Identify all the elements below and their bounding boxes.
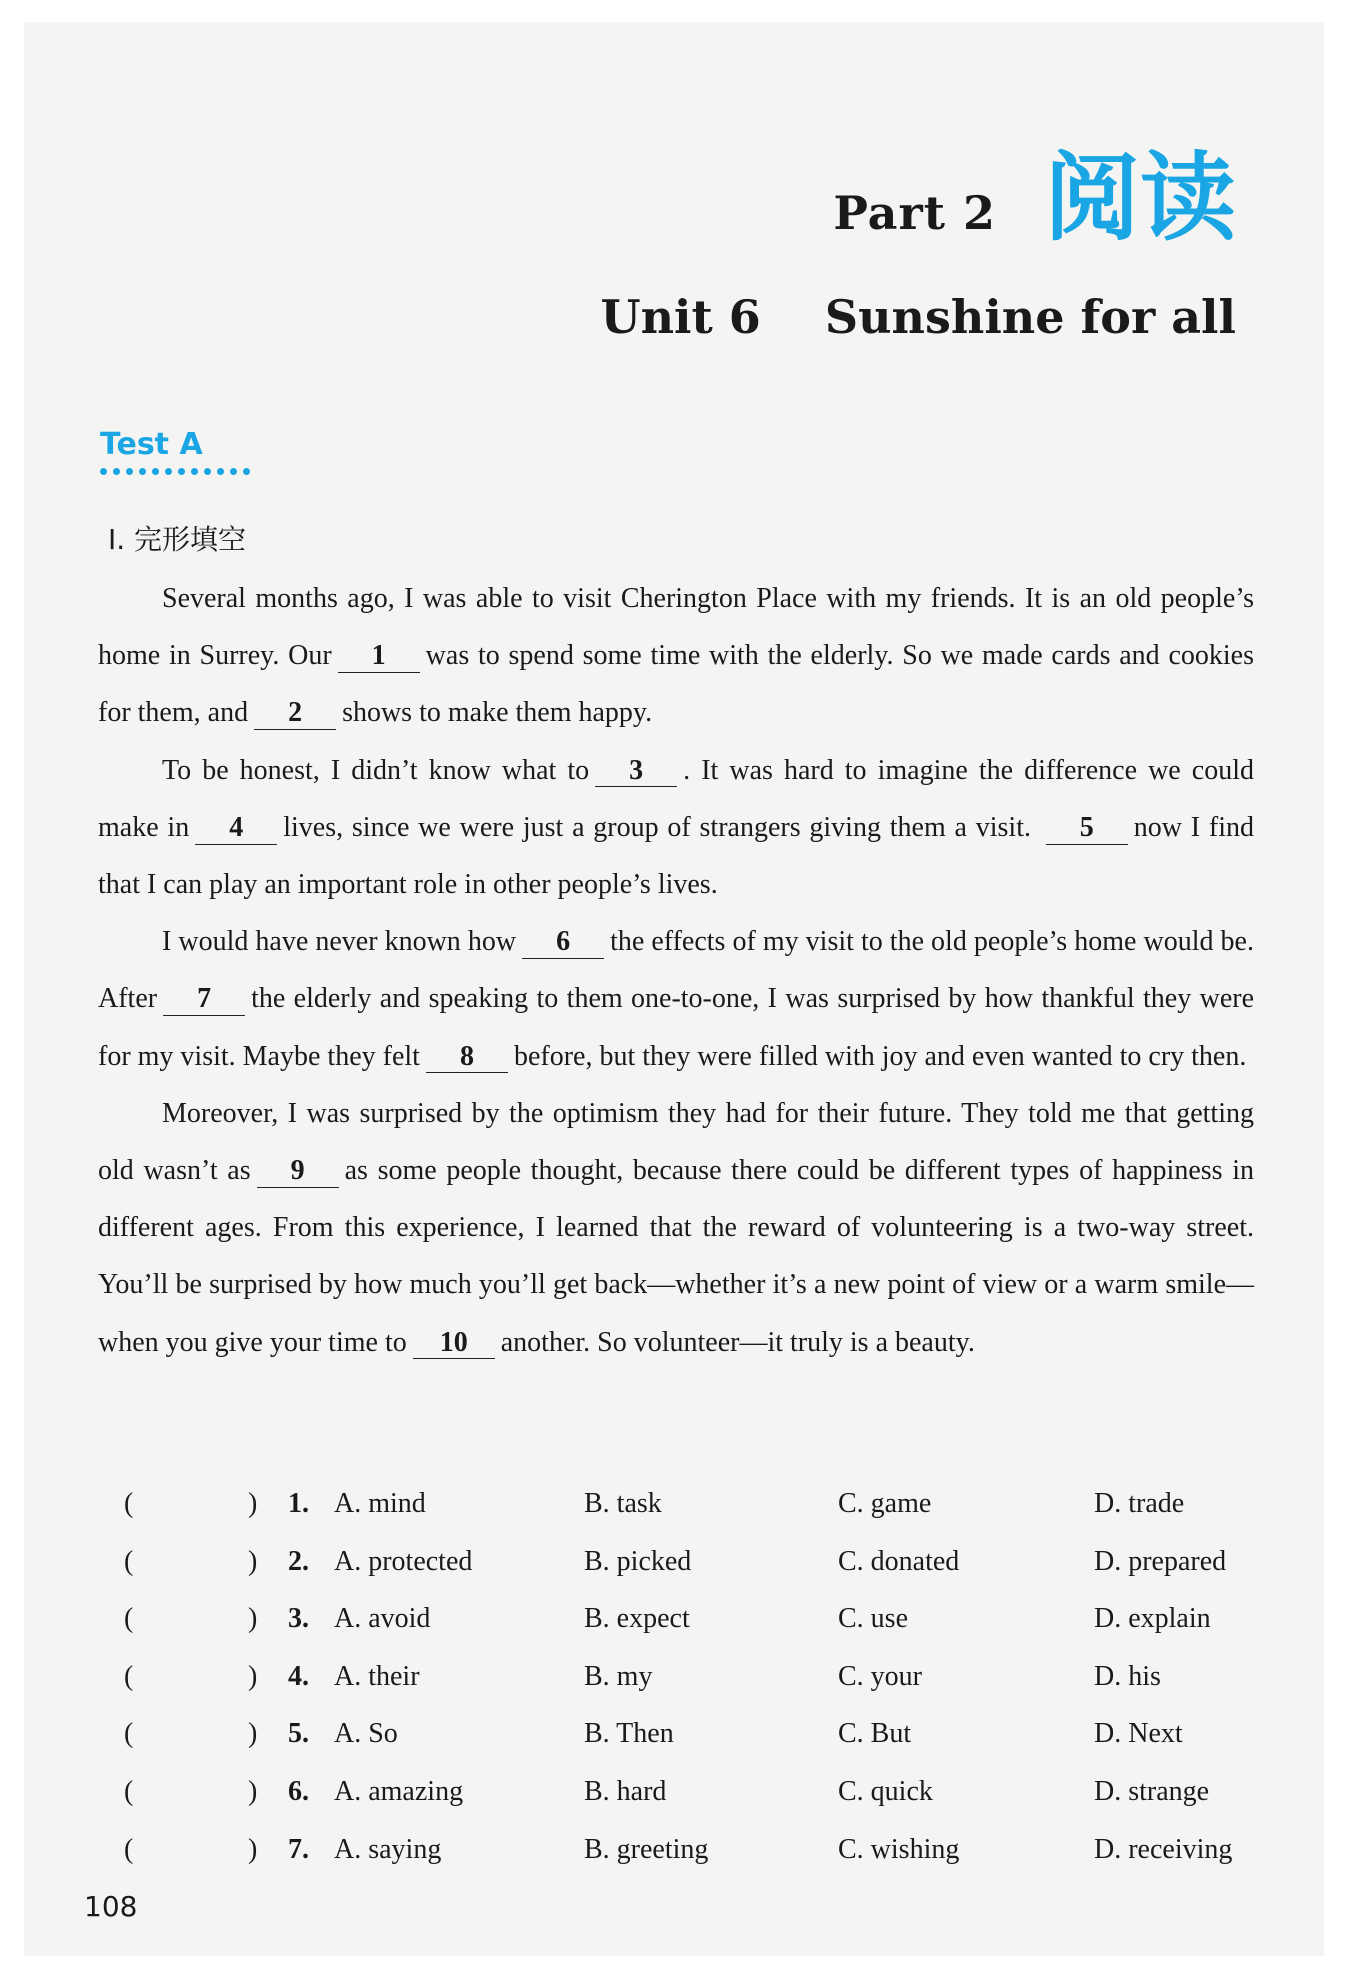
question-row <box>98 1718 1278 1776</box>
part-header <box>833 142 1236 254</box>
option-a[interactable]: A. mind <box>334 1488 426 1519</box>
answer-paren-close: ) <box>248 1833 258 1865</box>
paragraph-1: Several months ago, I was able to visit Cherington Place with my friends. It is an old people’s home in Surrey. Our 1 was to spend some time with the elderly. So we made cards and cookies for them, and 2 shows to make them happy. <box>98 583 1254 729</box>
paragraph-3: I would have never known how 6 the effects of my visit to the old people’s home would be. After 7 the elderly and speaking to them one-to-one, I was surprised by how thankful they were for my visit. Maybe they felt 8 before, but they were filled with joy and even wanted to cry then. <box>98 926 1254 1072</box>
answer-paren-close: ) <box>248 1603 258 1635</box>
question-number: 7. <box>288 1833 309 1865</box>
answer-paren-open[interactable]: ( <box>124 1603 134 1635</box>
option-c[interactable]: C. wishing <box>838 1833 960 1865</box>
question-row <box>98 1776 1278 1834</box>
option-d[interactable]: D. explain <box>1094 1603 1211 1635</box>
question-row <box>98 1546 1278 1604</box>
option-a[interactable]: A. So <box>334 1718 398 1750</box>
paragraph-2: To be honest, I didn’t know what to 3 . It was hard to imagine the difference we could make in 4 lives, since we were just a group of strangers giving them a visit. 5 now I find that I can play an important role in other people’s lives. <box>98 754 1255 901</box>
answer-paren-open[interactable]: ( <box>124 1775 134 1807</box>
option-d[interactable]: D. strange <box>1094 1775 1210 1807</box>
option-a[interactable]: A. amazing <box>334 1775 464 1807</box>
option-c[interactable]: C. use <box>838 1603 908 1635</box>
question-row <box>98 1661 1278 1719</box>
option-b[interactable]: B. greeting <box>584 1833 709 1865</box>
option-b[interactable]: B. my <box>584 1660 653 1692</box>
page <box>24 22 1324 1956</box>
cloze-passage <box>98 570 1254 1371</box>
answer-paren-close: ) <box>248 1718 258 1750</box>
part-label: Part 2 <box>833 186 996 240</box>
answer-paren-close: ) <box>248 1775 258 1807</box>
question-number: 1. <box>288 1488 309 1519</box>
question-number: 3. <box>288 1603 309 1635</box>
answer-paren-open[interactable]: ( <box>124 1488 134 1519</box>
question-list <box>98 1488 1278 1891</box>
test-heading <box>100 427 250 475</box>
option-d[interactable]: D. prepared <box>1094 1545 1227 1577</box>
blank-6: 6 <box>522 927 604 959</box>
paragraph-4: Moreover, I was surprised by the optimism they had for their future. They told me that getting old wasn’t as 9 as some people thought, because there could be different types of happiness in different ages. From this experience, I learned that the reward of volunteering is a two-way street. You’ll be surprised by how much you’ll get back—whether it’s a new point of view or a warm smile—when you give your time to 10 another. So volunteer—it truly is a beauty. <box>98 1097 1254 1358</box>
blank-4: 4 <box>195 813 277 845</box>
option-c[interactable]: C. your <box>838 1660 922 1692</box>
unit-title: Unit 6 Sunshine for all <box>600 290 1236 344</box>
option-a[interactable]: A. saying <box>334 1833 442 1865</box>
option-d[interactable]: D. his <box>1094 1660 1161 1692</box>
answer-paren-close: ) <box>248 1488 258 1519</box>
blank-7: 7 <box>163 984 245 1016</box>
option-c[interactable]: C. But <box>838 1718 912 1750</box>
page-number: 108 <box>84 1890 138 1923</box>
dotted-underline <box>100 468 250 475</box>
question-number: 5. <box>288 1718 309 1750</box>
answer-paren-close: ) <box>248 1660 258 1692</box>
option-a[interactable]: A. avoid <box>334 1603 431 1635</box>
option-d[interactable]: D. Next <box>1094 1718 1183 1750</box>
option-b[interactable]: B. task <box>584 1488 662 1519</box>
section-title: Ⅰ. 完形填空 <box>108 523 247 556</box>
option-b[interactable]: B. Then <box>584 1718 674 1750</box>
blank-8: 8 <box>426 1042 508 1074</box>
blank-10: 10 <box>413 1328 495 1360</box>
question-row <box>98 1834 1278 1892</box>
option-d[interactable]: D. trade <box>1094 1488 1185 1519</box>
answer-paren-open[interactable]: ( <box>124 1660 134 1692</box>
answer-paren-open[interactable]: ( <box>124 1833 134 1865</box>
blank-1: 1 <box>338 641 420 673</box>
test-title: Test A <box>100 427 203 462</box>
option-b[interactable]: B. hard <box>584 1775 667 1807</box>
question-number: 2. <box>288 1545 309 1577</box>
blank-9: 9 <box>257 1156 339 1188</box>
question-row <box>98 1603 1278 1661</box>
blank-2: 2 <box>254 698 336 730</box>
option-a[interactable]: A. protected <box>334 1545 473 1577</box>
option-c[interactable]: C. game <box>838 1488 932 1519</box>
question-number: 4. <box>288 1660 309 1692</box>
option-b[interactable]: B. picked <box>584 1545 692 1577</box>
question-number: 6. <box>288 1775 309 1807</box>
option-d[interactable]: D. receiving <box>1094 1833 1233 1865</box>
option-b[interactable]: B. expect <box>584 1603 690 1635</box>
option-a[interactable]: A. their <box>334 1660 420 1692</box>
answer-paren-open[interactable]: ( <box>124 1545 134 1577</box>
answer-paren-close: ) <box>248 1545 258 1577</box>
option-c[interactable]: C. quick <box>838 1775 933 1807</box>
question-row <box>98 1488 1278 1546</box>
answer-paren-open[interactable]: ( <box>124 1718 134 1750</box>
blank-3: 3 <box>595 756 677 788</box>
blank-5: 5 <box>1046 813 1128 845</box>
option-c[interactable]: C. donated <box>838 1545 960 1577</box>
part-chinese-title: 阅读 <box>1044 142 1236 254</box>
